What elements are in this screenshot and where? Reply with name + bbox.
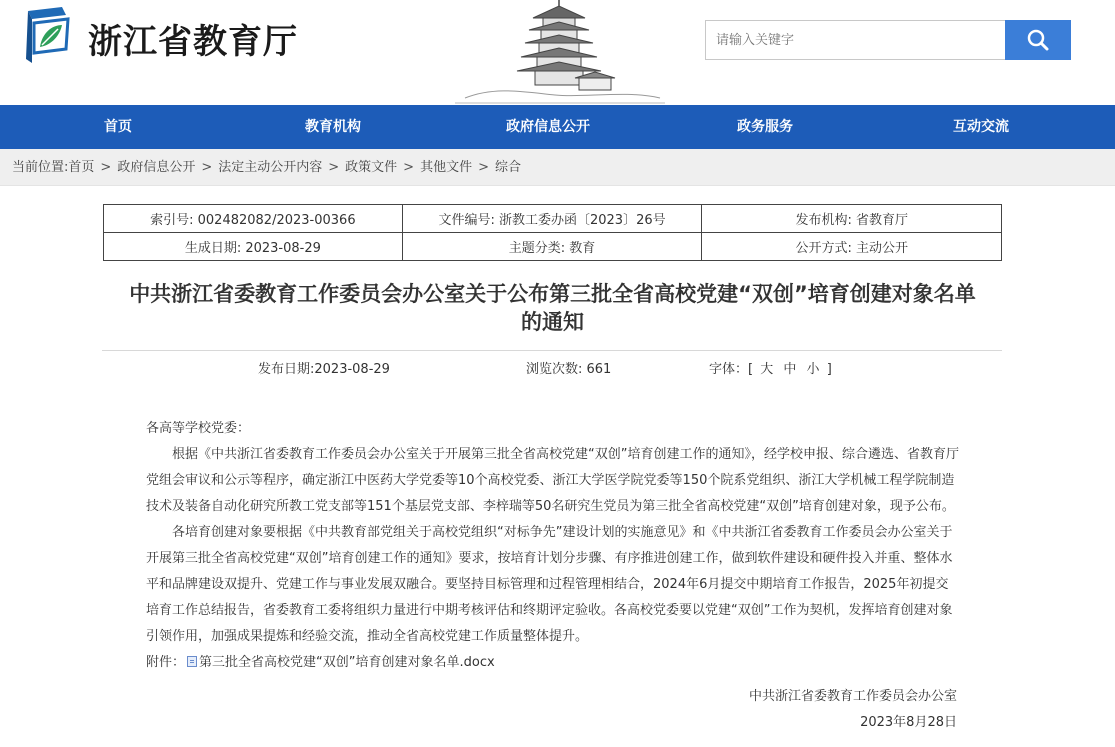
signature: 中共浙江省委教育工作委员会办公室 bbox=[748, 689, 957, 704]
chevron-right-icon: > bbox=[478, 160, 489, 175]
site-header bbox=[0, 0, 1115, 105]
paragraph: 根据《中共浙江省委教育工作委员会办公室关于开展第三批全省高校党建“双创”培育创建工作的通知》，经学校申报、综合遴选、省教育厅党组会审议和公示等程序，确定浙江中医药大学党委等10个高校党委、浙江大学医学院党委等150个院系党组织、浙江大学机械工程学院制造技术及装备自动化研究所教工党支部等151个基层党支部、李梓瑞等50名研究生党员为第三批全省高校党建“双创”培育创建对象，现予公布。 bbox=[146, 447, 959, 514]
meta-doc-no: 文件编号: 浙教工委办函〔2023〕26号 bbox=[402, 205, 702, 233]
font-size-small-button[interactable]: 小 bbox=[806, 362, 820, 377]
search-button[interactable] bbox=[1005, 20, 1071, 60]
paragraph: 各培育创建对象要根据《中共教育部党组关于高校党组织“对标争先”建设计划的实施意见》和《中共浙江省委教育工作委员会办公室关于开展第三批全省高校党建“双创”培育创建工作的通知》要求，按培育计划分步骤、有序推进创建工作，做到软件建设和硬件投入并重、整体水平和品牌建设双提升、党建工作与事业发展双融合。要坚持目标管理和过程管理相结合，2024年6月提交中期培育工作报告，2025年初提交培育工作总结报告，省委教育工委将组织力量进行中期考核评估和终期评定验收。各高校党委要以党建“双创”工作为契机，发挥培育创建对象引领作用，加强成果提炼和经验交流，推动全省高校党建工作质量整体提升。 bbox=[146, 525, 953, 644]
meta-category: 主题分类: 教育 bbox=[402, 233, 702, 261]
nav-gov-info-disclosure[interactable]: 政府信息公开 bbox=[506, 119, 590, 135]
nav-home[interactable]: 首页 bbox=[104, 119, 132, 135]
attachment bbox=[146, 650, 961, 676]
breadcrumb-prefix: 当前位置: bbox=[12, 160, 69, 175]
meta-publisher: 发布机构: 省教育厅 bbox=[702, 205, 1002, 233]
search-icon bbox=[1026, 28, 1050, 52]
table-row bbox=[104, 233, 1002, 261]
nav-gov-services[interactable]: 政务服务 bbox=[737, 119, 793, 135]
breadcrumb-general[interactable]: 综合 bbox=[495, 160, 522, 175]
salutation: 各高等学校党委： bbox=[146, 421, 251, 436]
document-meta-table bbox=[103, 204, 1002, 261]
pagoda-illustration bbox=[455, 0, 665, 105]
chevron-right-icon: > bbox=[403, 160, 415, 175]
font-size-large-button[interactable]: 大 bbox=[760, 362, 774, 377]
chevron-right-icon: > bbox=[328, 160, 340, 175]
breadcrumb bbox=[12, 149, 521, 186]
breadcrumb-bar bbox=[0, 149, 1115, 186]
table-row bbox=[104, 205, 1002, 233]
publish-date: 发布日期:2023-08-29 bbox=[258, 362, 390, 377]
font-size-close: ] bbox=[826, 362, 832, 377]
nav-education-institutions[interactable]: 教育机构 bbox=[305, 119, 361, 135]
attachment-link[interactable]: 第三批全省高校党建“双创”培育创建对象名单.docx bbox=[199, 655, 495, 670]
breadcrumb-other[interactable]: 其他文件 bbox=[420, 160, 473, 175]
nav-interaction[interactable]: 互动交流 bbox=[953, 119, 1009, 135]
view-count: 浏览次数: 661 bbox=[526, 362, 612, 377]
search-box bbox=[705, 20, 1006, 60]
main-nav bbox=[0, 105, 1115, 149]
chevron-right-icon: > bbox=[201, 160, 213, 175]
font-size-label: 字体：[ bbox=[709, 362, 754, 377]
breadcrumb-policy[interactable]: 政策文件 bbox=[345, 160, 398, 175]
page-title: 中共浙江省委教育工作委员会办公室关于公布第三批全省高校党建“双创”培育创建对象名单的通知 bbox=[129, 282, 976, 334]
document-icon bbox=[187, 656, 197, 667]
meta-open-mode: 公开方式: 主动公开 bbox=[702, 233, 1002, 261]
site-name[interactable]: 浙江省教育厅 bbox=[88, 22, 298, 62]
search-input[interactable] bbox=[706, 21, 1005, 59]
font-size-switcher bbox=[709, 360, 832, 380]
breadcrumb-gov-info[interactable]: 政府信息公开 bbox=[117, 160, 196, 175]
breadcrumb-home[interactable]: 首页 bbox=[68, 160, 95, 175]
meta-index-no: 索引号: 002482082/2023-00366 bbox=[104, 205, 403, 233]
attachment-label: 附件： bbox=[146, 655, 186, 670]
meta-created-date: 生成日期: 2023-08-29 bbox=[104, 233, 403, 261]
sign-date: 2023年8月28日 bbox=[860, 715, 957, 730]
article-body bbox=[146, 416, 961, 736]
breadcrumb-statutory[interactable]: 法定主动公开内容 bbox=[218, 160, 323, 175]
divider bbox=[102, 350, 1002, 351]
chevron-right-icon: > bbox=[100, 160, 112, 175]
logo-icon[interactable] bbox=[22, 5, 74, 65]
font-size-medium-button[interactable]: 中 bbox=[783, 362, 797, 377]
